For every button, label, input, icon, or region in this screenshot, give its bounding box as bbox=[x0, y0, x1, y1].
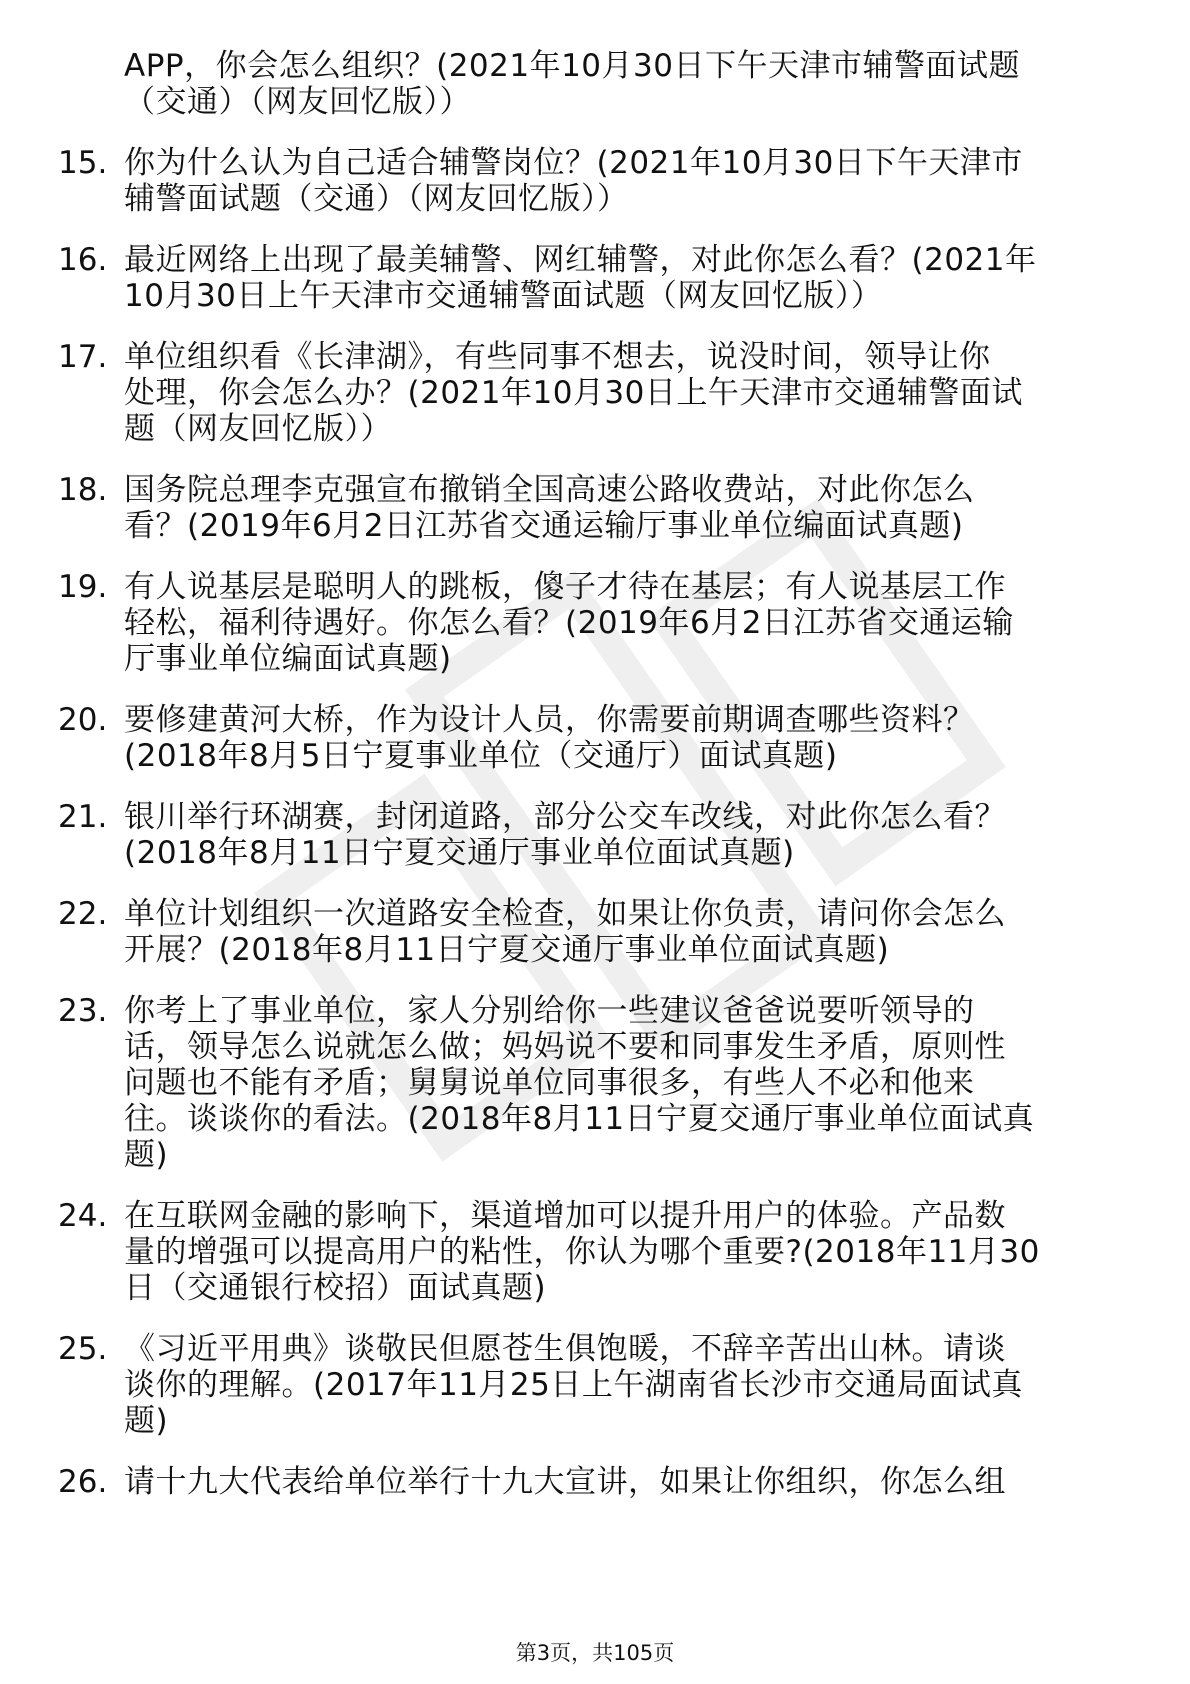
question-item bbox=[58, 569, 1138, 677]
question-number: 15. bbox=[58, 145, 108, 181]
question-item bbox=[58, 702, 1138, 774]
question-item bbox=[58, 993, 1138, 1173]
question-text: 银川举行环湖赛，封闭道路，部分公交车改线，对此你怎么看？ (2018年8月11日宁夏交通厅事业单位面试真题) bbox=[124, 799, 1006, 871]
question-number: 25. bbox=[58, 1331, 108, 1367]
page-footer: 第3页，共105页 bbox=[515, 1641, 675, 1665]
question-number: 23. bbox=[58, 993, 108, 1029]
question-number: 17. bbox=[58, 339, 108, 375]
question-item bbox=[58, 896, 1138, 968]
question-number bbox=[58, 48, 124, 120]
question-item bbox=[58, 799, 1138, 871]
question-text: 国务院总理李克强宣布撤销全国高速公路收费站，对此你怎么 看？(2019年6月2日江苏省交通运输厅事业单位编面试真题) bbox=[124, 472, 975, 544]
question-item bbox=[58, 48, 1138, 120]
question-item bbox=[58, 145, 1138, 217]
question-list bbox=[58, 48, 1138, 1525]
question-item bbox=[58, 339, 1138, 447]
question-number: 16. bbox=[58, 242, 108, 278]
question-number: 21. bbox=[58, 799, 108, 835]
question-item bbox=[58, 1331, 1138, 1439]
question-text: 单位计划组织一次道路安全检查，如果让你负责，请问你会怎么 开展？(2018年8月11日宁夏交通厅事业单位面试真题) bbox=[124, 896, 1006, 968]
question-item bbox=[58, 1198, 1138, 1306]
question-number: 20. bbox=[58, 702, 108, 738]
question-text: 你为什么认为自己适合辅警岗位？(2021年10月30日下午天津市 辅警面试题（交通）（网友回忆版）） bbox=[124, 145, 1023, 217]
question-text: APP，你会怎么组织？(2021年10月30日下午天津市辅警面试题 （交通）（网友回忆版）） bbox=[124, 48, 1020, 120]
question-number: 18. bbox=[58, 472, 108, 508]
question-text: 有人说基层是聪明人的跳板，傻子才待在基层；有人说基层工作 轻松，福利待遇好。你怎么看？(2019年6月2日江苏省交通运输 厅事业单位编面试真题) bbox=[124, 569, 1014, 677]
question-text: 《习近平用典》谈敬民但愿苍生俱饱暖，不辞辛苦出山林。请谈 谈你的理解。(2017年11月25日上午湖南省长沙市交通局面试真 题) bbox=[124, 1331, 1023, 1439]
question-text: 请十九大代表给单位举行十九大宣讲，如果让你组织，你怎么组 bbox=[124, 1464, 1006, 1500]
question-number: 26. bbox=[58, 1464, 108, 1500]
question-item bbox=[58, 472, 1138, 544]
question-number: 24. bbox=[58, 1198, 108, 1234]
question-text: 你考上了事业单位，家人分别给你一些建议爸爸说要听领导的 话，领导怎么说就怎么做；妈妈说不要和同事发生矛盾，原则性 问题也不能有矛盾；舅舅说单位同事很多，有些人不必和他来 往。谈谈你的看法。(2018年8月11日宁夏交通厅事业单位面试真 题) bbox=[124, 993, 1035, 1173]
question-number: 19. bbox=[58, 569, 108, 605]
question-text: 要修建黄河大桥，作为设计人员，你需要前期调查哪些资料？ (2018年8月5日宁夏事业单位（交通厅）面试真题) bbox=[124, 702, 975, 774]
question-item bbox=[58, 242, 1138, 314]
question-text: 单位组织看《长津湖》，有些同事不想去，说没时间，领导让你 处理，你会怎么办？(2021年10月30日上午天津市交通辅警面试 题（网友回忆版）） bbox=[124, 339, 1023, 447]
question-item bbox=[58, 1464, 1138, 1500]
question-text: 在互联网金融的影响下，渠道增加可以提升用户的体验。产品数 量的增强可以提高用户的粘性，你认为哪个重要?(2018年11月30 日（交通银行校招）面试真题) bbox=[124, 1198, 1040, 1306]
question-number: 22. bbox=[58, 896, 108, 932]
question-text: 最近网络上出现了最美辅警、网红辅警，对此你怎么看？(2021年 10月30日上午天津市交通辅警面试题（网友回忆版）） bbox=[124, 242, 1037, 314]
